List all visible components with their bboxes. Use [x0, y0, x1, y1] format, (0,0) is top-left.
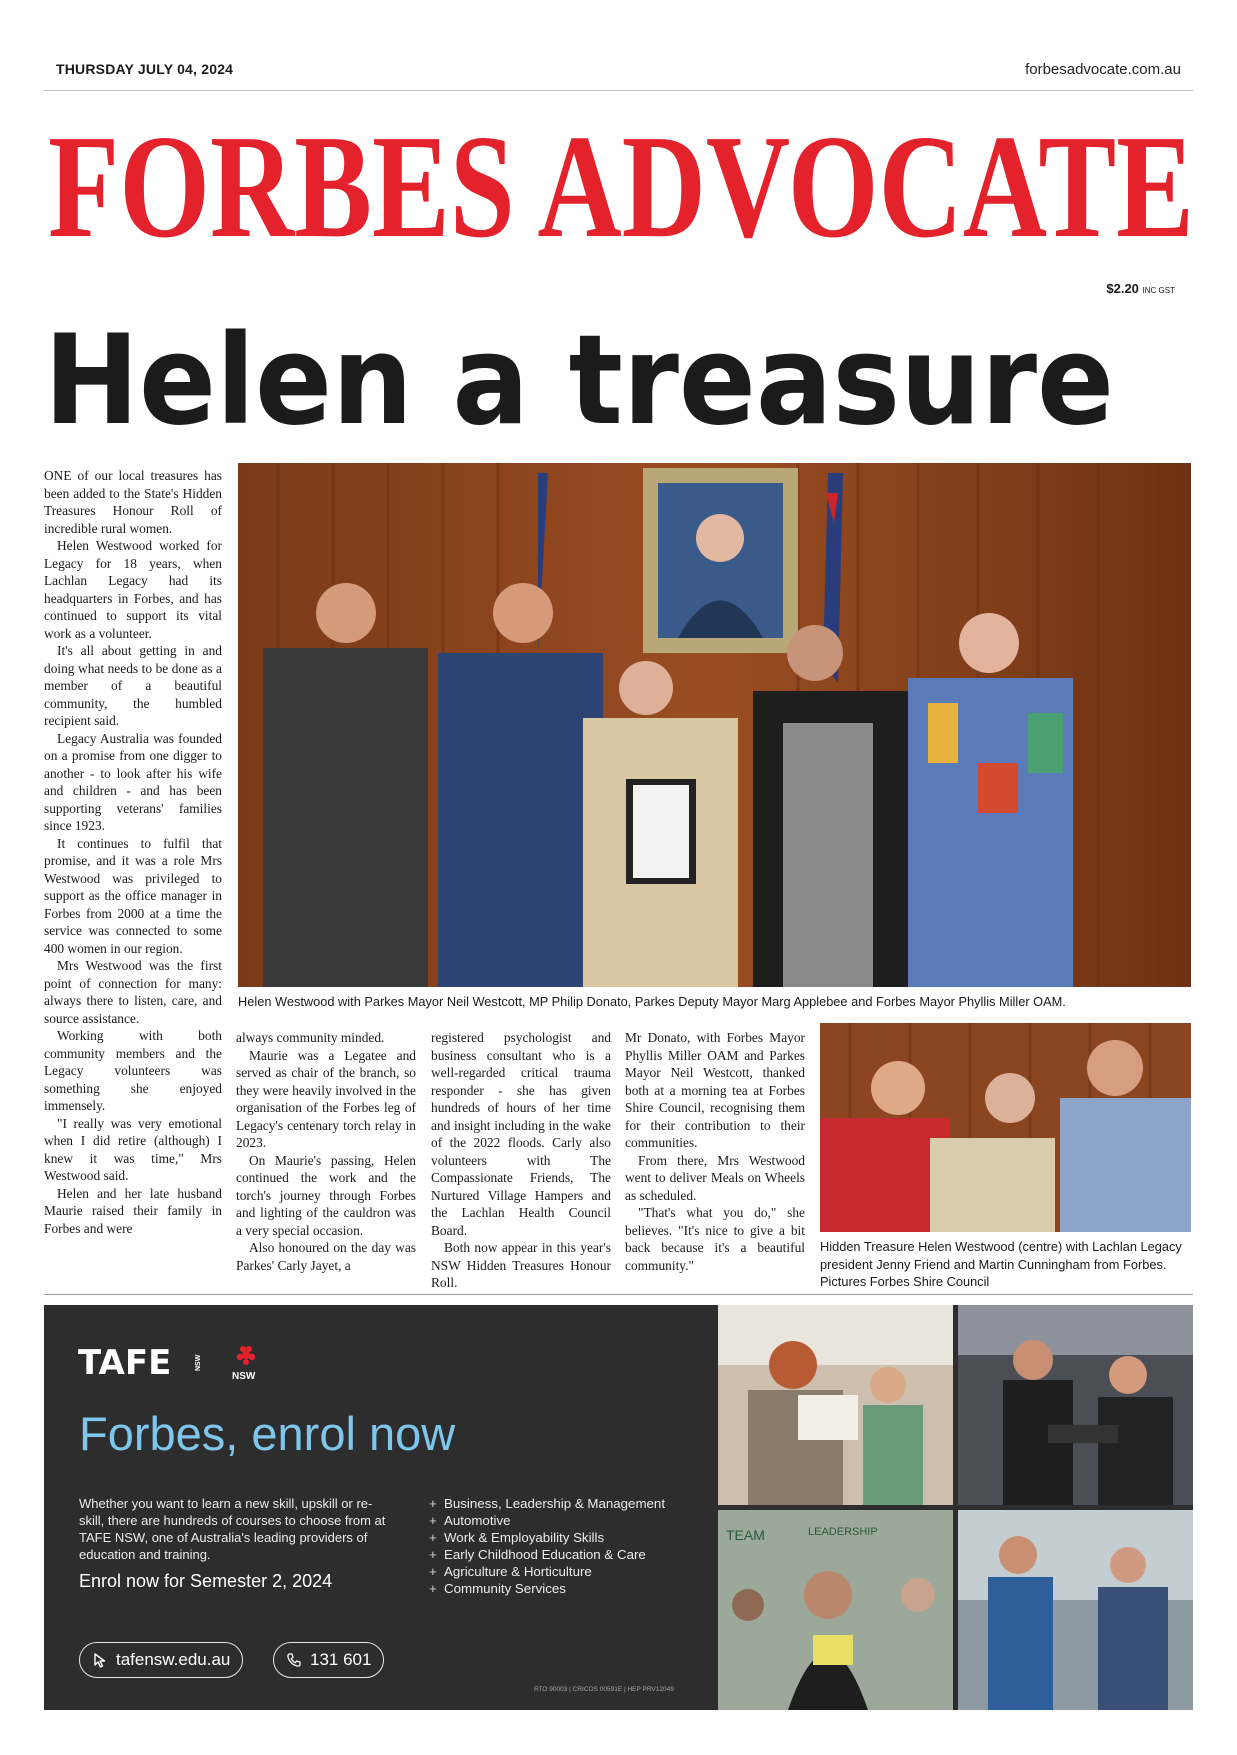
paragraph: Maurie was a Legatee and served as chair of the branch, so they were heavily involved in the organisation of the Forbes leg of Legacy's centenary torch relay in 2023.: [236, 1047, 416, 1150]
tafe-advertisement: [44, 1305, 1193, 1710]
masthead-text: FORBES ADVOCATE: [48, 105, 1194, 269]
paragraph: From there, Mrs Westwood went to deliver Meals on Wheels as scheduled.: [625, 1152, 805, 1203]
paragraph: Legacy Australia was founded on a promise from one digger to another - to look after his wife and children - and has been supporting veterans' families since 1923.: [44, 730, 222, 833]
top-rule: [44, 90, 1193, 91]
paragraph: ONE of our local treasures has been added to the State's Hidden Treasures Honour Roll of incredible rural women.: [44, 468, 222, 536]
paragraph: registered psychologist and business consultant who is a well-regarded critical trauma responder - she has given hundreds of hours of her time and insight including in the wake of the 2022 floods. Carly also volunteers with The Compassionate Friends, The Nurtured Village Hampers and the Lachlan Health Council Board.: [431, 1030, 611, 1238]
course-list: [429, 1495, 665, 1597]
paragraph: always community minded.: [236, 1030, 385, 1045]
paragraph: Mr Donato, with Forbes Mayor Phyllis Miller OAM and Parkes Mayor Neil Westcott, thanked both at a morning tea at Forbes Shire Council, recognising them for their contribution to their communities.: [625, 1030, 805, 1150]
ad-subhead: Enrol now for Semester 2, 2024: [79, 1571, 333, 1591]
paragraph: Working with both community members and the Legacy volunteers was something she enjoyed immensely.: [44, 1028, 222, 1113]
svg-text:LEADERSHIP: LEADERSHIP: [808, 1526, 878, 1538]
paragraph: "I really was very emotional when I did retire (although) I knew it was time," Mrs Westwood said.: [44, 1115, 222, 1183]
paragraph: Also honoured on the day was Parkes' Carly Jayet, a: [236, 1240, 416, 1273]
list-item: + Work & Employability Skills: [429, 1529, 665, 1546]
article-column-2: [236, 1029, 416, 1274]
website-url[interactable]: forbesadvocate.com.au: [1025, 61, 1181, 78]
svg-text:TAFE: TAFE: [78, 1343, 172, 1381]
main-photo: [238, 463, 1191, 987]
paragraph: Both now appear in this year's NSW Hidden Treasures Honour Roll.: [431, 1240, 611, 1290]
paragraph: Helen Westwood worked for Legacy for 18 years, when Lachlan Legacy had its headquarters in Forbes, and has continued to support its vital work as a volunteer.: [44, 538, 222, 641]
ad-body-text: Whether you want to learn a new skill, upskill or re-skill, there are hundreds of courses to choose from at TAFE NSW, one of Australia's leading providers of education and training.: [79, 1496, 386, 1562]
tafe-logo: [78, 1341, 278, 1381]
date-line: THURSDAY JULY 04, 2024: [56, 61, 234, 77]
ad-headline: Forbes, enrol now: [79, 1407, 456, 1460]
bottom-rule: [44, 1294, 1193, 1295]
paragraph: It continues to fulfil that promise, and it was a role Mrs Westwood was privileged to support as the office manager in Forbes from 2000 at a time the service was connected to some 400 women in our region.: [44, 835, 222, 956]
article-column-4: [625, 1029, 805, 1274]
price-tag: [1106, 281, 1175, 296]
secondary-photo: [820, 1023, 1191, 1232]
waratah-logo-icon: [237, 1346, 255, 1365]
headline: [44, 308, 1194, 448]
list-item: + Agriculture & Horticulture: [429, 1563, 665, 1580]
main-photo-caption: Helen Westwood with Parkes Mayor Neil Westcott, MP Philip Donato, Parkes Deputy Mayor Marg Applebee and Forbes Mayor Phyllis Miller OAM.: [238, 994, 1066, 1009]
paragraph: It's all about getting in and doing what needs to be done as a member of a beautiful community, the humbled recipient said.: [44, 643, 222, 728]
svg-text:NSW: NSW: [232, 1371, 256, 1381]
paragraph: On Maurie's passing, Helen continued the work and the torch's journey through Forbes and lighting of the cauldron was a very special occasion.: [236, 1152, 416, 1238]
article-column-3: [431, 1029, 611, 1292]
paragraph: "That's what you do," she believes. "It's nice to give a bit back because it's a beautiful community.": [625, 1205, 805, 1273]
secondary-photo-caption: Hidden Treasure Helen Westwood (centre) with Lachlan Legacy president Jenny Friend and Martin Cunningham from Forbes. Pictures Forbes Shire Council: [820, 1239, 1182, 1289]
phone-button[interactable]: [273, 1642, 384, 1678]
ad-photo-grid: [718, 1305, 1193, 1710]
masthead: [46, 104, 1196, 279]
list-item: + Community Services: [429, 1580, 665, 1597]
price-value: $2.20: [1106, 281, 1139, 296]
headline-text: Helen a treasure: [44, 309, 1114, 448]
phone-label: 131 601: [310, 1650, 372, 1669]
paragraph: Mrs Westwood was the first point of connection for many: always there to listen, care, and source assistance.: [44, 958, 222, 1026]
list-item: + Automotive: [429, 1512, 665, 1529]
svg-text:TEAM: TEAM: [726, 1527, 765, 1543]
ad-fineprint: RTO 90003 | CRICOS 00591E | HEP PRV12049: [534, 1686, 674, 1693]
price-note: INC GST: [1142, 286, 1175, 295]
cursor-icon: [92, 1652, 108, 1668]
logo-nsw-vertical: NSW: [195, 1354, 202, 1371]
website-label: tafensw.edu.au: [116, 1650, 231, 1669]
list-item: + Business, Leadership & Management: [429, 1495, 665, 1512]
list-item: + Early Childhood Education & Care: [429, 1546, 665, 1563]
website-button[interactable]: [79, 1642, 243, 1678]
phone-icon: [286, 1652, 302, 1668]
paragraph: Helen and her late husband Maurie raised their family in Forbes and were: [44, 1185, 222, 1236]
article-column-1: [44, 467, 222, 1237]
